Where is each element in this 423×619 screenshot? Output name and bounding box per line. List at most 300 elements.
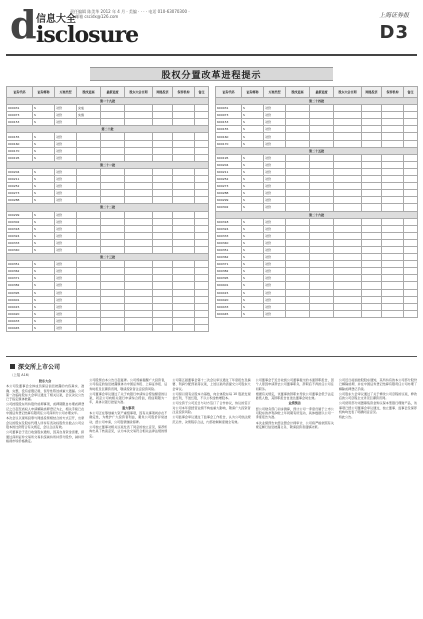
- table-cell: [310, 105, 334, 112]
- table-cell: 对价: [264, 239, 286, 246]
- column-subheading: 业绩预告: [288, 401, 301, 406]
- table-cell: [173, 176, 195, 183]
- section-subtitle: （上接 A16）: [10, 373, 32, 377]
- table-cell: [153, 232, 173, 239]
- table-header-cell: 股改进展: [77, 87, 101, 98]
- table-cell: [195, 133, 209, 140]
- table-cell: [334, 232, 362, 239]
- table-cell: [334, 303, 362, 310]
- table-row: [216, 140, 418, 147]
- table-cell: [362, 232, 382, 239]
- table-cell: [310, 289, 334, 296]
- table-cell: [404, 119, 418, 126]
- table-cell: [334, 140, 362, 147]
- table-cell: [195, 168, 209, 175]
- table-cell: 对价: [264, 190, 286, 197]
- table-cell: [382, 183, 404, 190]
- table-cell: [362, 105, 382, 112]
- table-cell: [382, 112, 404, 119]
- table-row: [216, 105, 418, 112]
- table-cell: [382, 197, 404, 204]
- table-cell: [125, 261, 153, 268]
- table-cell: [101, 176, 125, 183]
- table-cell: 对价: [264, 197, 286, 204]
- table-cell: [362, 154, 382, 161]
- table-cell: S: [33, 261, 55, 268]
- table-cell: [101, 296, 125, 303]
- table-cell: [101, 147, 125, 154]
- table-cell: 000401: [7, 296, 33, 303]
- table-cell: [77, 183, 101, 190]
- table-cell: [362, 275, 382, 282]
- table-cell: [125, 296, 153, 303]
- table-cell: S: [33, 168, 55, 175]
- table-cell: [153, 246, 173, 253]
- table-cell: [195, 183, 209, 190]
- table-header-cell: 股东大会日期: [125, 87, 153, 98]
- table-cell: S: [33, 225, 55, 232]
- table-cell: 600252: [216, 176, 242, 183]
- table-cell: [153, 325, 173, 332]
- table-cell: [334, 289, 362, 296]
- table-cell: [286, 126, 310, 133]
- text-column: [256, 378, 334, 614]
- masthead: [6, 0, 417, 56]
- table-cell: [77, 168, 101, 175]
- table-row: [216, 289, 418, 296]
- table-cell: [404, 254, 418, 261]
- table-row: [7, 211, 209, 218]
- table-cell: [173, 183, 195, 190]
- table-cell: [195, 211, 209, 218]
- section-heading: [10, 362, 60, 371]
- table-cell: 对价: [55, 246, 77, 253]
- table-cell: S: [242, 289, 264, 296]
- section-bullet-icon: [10, 364, 15, 369]
- masthead-section-cn: 信息大全: [36, 14, 76, 25]
- table-row: [216, 119, 418, 126]
- table-cell: [195, 105, 209, 112]
- table-cell: 对价: [55, 112, 77, 119]
- column-paragraph: 公司全资子公司近日与对方签订了合作协议，协议的签订对公司本年度经营业绩不构成重大影响，敬请广大投资者注意投资风险。: [172, 401, 251, 415]
- table-cell: [125, 190, 153, 197]
- table-cell: S: [33, 190, 55, 197]
- table-cell: [173, 225, 195, 232]
- table-cell: [125, 147, 153, 154]
- table-header-cell: 备注: [404, 87, 418, 98]
- table-cell: [125, 310, 153, 317]
- table-cell: [77, 303, 101, 310]
- table-row: [7, 140, 209, 147]
- table-cell: 600288: [216, 190, 242, 197]
- table-cell: [310, 119, 334, 126]
- table-row: [7, 225, 209, 232]
- table-cell: 000420: [7, 310, 33, 317]
- table-cell: [310, 112, 334, 119]
- table-cell: 600170: [216, 140, 242, 147]
- table-cell: [362, 112, 382, 119]
- table-cell: [286, 161, 310, 168]
- table-cell: [173, 105, 195, 112]
- table-cell: [173, 275, 195, 282]
- column-subheading: 股东大会: [38, 379, 52, 383]
- table-row: [216, 154, 418, 161]
- table-header-cell: 网络投票: [362, 87, 382, 98]
- table-header-cell: 方案类型: [55, 87, 77, 98]
- table-cell: [195, 154, 209, 161]
- table-cell: [310, 232, 334, 239]
- table-cell: [125, 275, 153, 282]
- table-section-row: [7, 126, 209, 133]
- table-cell: [153, 296, 173, 303]
- table-cell: [173, 232, 195, 239]
- table-section-row: [216, 147, 418, 154]
- table-cell: [310, 268, 334, 275]
- table-cell: [362, 289, 382, 296]
- table-cell: [382, 232, 404, 239]
- column-paragraph: 公司近日接到控股股东通知，其所持有的本公司部分股份已解除质押，并在中国证券登记结算有限责任公司办理了解除质押登记手续。: [338, 378, 418, 391]
- table-section-row: [7, 254, 209, 261]
- table-cell: 对价: [55, 296, 77, 303]
- table-cell: [125, 218, 153, 225]
- table-cell: [101, 303, 125, 310]
- table-cell: S: [33, 197, 55, 204]
- table-cell: [286, 168, 310, 175]
- table-cell: [404, 140, 418, 147]
- table-cell: [173, 218, 195, 225]
- table-cell: 600318: [216, 218, 242, 225]
- table-cell: 实施: [77, 112, 101, 119]
- table-cell: S: [242, 239, 264, 246]
- table-header-cell: 股东大会日期: [334, 87, 362, 98]
- table-cell: [77, 140, 101, 147]
- table-row: [7, 119, 209, 126]
- table-cell: [101, 218, 125, 225]
- table-cell: S: [242, 254, 264, 261]
- table-cell: 600433: [216, 303, 242, 310]
- table-section-label: 第二十批: [7, 126, 209, 133]
- table-section-label: 第二十五批: [216, 147, 418, 154]
- table-row: [7, 190, 209, 197]
- table-cell: 对价: [55, 119, 77, 126]
- table-cell: [101, 133, 125, 140]
- table-cell: [310, 296, 334, 303]
- table-cell: 600415: [216, 289, 242, 296]
- table-cell: [286, 289, 310, 296]
- table-cell: [362, 176, 382, 183]
- table-cell: [77, 119, 101, 126]
- table-cell: S: [242, 126, 264, 133]
- table-cell: 000252: [7, 183, 33, 190]
- table-row: [216, 176, 418, 183]
- table-cell: [382, 154, 404, 161]
- table-cell: 000371: [7, 275, 33, 282]
- table-cell: [195, 225, 209, 232]
- table-cell: [382, 126, 404, 133]
- table-cell: [310, 126, 334, 133]
- table-cell: [77, 296, 101, 303]
- table-cell: [101, 112, 125, 119]
- table-row: [216, 197, 418, 204]
- table-row: [216, 303, 418, 310]
- table-cell: 600395: [216, 275, 242, 282]
- table-cell: [310, 310, 334, 317]
- table-row: [7, 154, 209, 161]
- table-cell: [334, 254, 362, 261]
- table-cell: S: [242, 161, 264, 168]
- table-cell: [310, 303, 334, 310]
- table-cell: S: [33, 303, 55, 310]
- table-row: [216, 225, 418, 232]
- table-row: [216, 218, 418, 225]
- table-cell: S: [242, 168, 264, 175]
- table-cell: [195, 325, 209, 332]
- table-cell: [173, 325, 195, 332]
- table-cell: [195, 197, 209, 204]
- table-row: [216, 126, 418, 133]
- table-cell: [195, 303, 209, 310]
- table-row: [216, 183, 418, 190]
- table-row: [7, 275, 209, 282]
- table-cell: [101, 239, 125, 246]
- table-cell: 600351: [216, 246, 242, 253]
- table-cell: S: [242, 204, 264, 211]
- table-cell: S: [242, 246, 264, 253]
- table-cell: [404, 261, 418, 268]
- table-cell: [286, 105, 310, 112]
- masthead-paper-name: 上海证券报: [378, 12, 409, 19]
- table-cell: [362, 161, 382, 168]
- table-section-label: 第二十四批: [216, 98, 418, 105]
- table-cell: 000160: [7, 140, 33, 147]
- table-cell: [77, 211, 101, 218]
- table-cell: [310, 204, 334, 211]
- table-cell: S: [33, 239, 55, 246]
- column-paragraph: 本公司正在筹划重大资产重组事项，因有关事项尚存在不确定性，为维护广大投资者利益，避免公司股价异常波动，经公司申请，公司股票继续停牌。: [89, 411, 168, 424]
- table-cell: [153, 140, 173, 147]
- table-cell: [77, 190, 101, 197]
- table-cell: 对价: [55, 239, 77, 246]
- table-cell: [153, 275, 173, 282]
- table-cell: 600420: [216, 296, 242, 303]
- table-header-cell: 保荐机构: [382, 87, 404, 98]
- table-cell: S: [33, 296, 55, 303]
- table-cell: [404, 190, 418, 197]
- table-header-cell: 网络投票: [153, 87, 173, 98]
- table-cell: [382, 289, 404, 296]
- column-paragraph: 公司股票自本公告日起复牌。公司郑重提醒广大投资者，公司指定的信息披露媒体为中国证券报、上海证券报、证券时报及巨潮资讯网，敬请投资者注意投资风险。: [89, 378, 168, 391]
- table-cell: [77, 289, 101, 296]
- table-cell: 000204: [7, 168, 33, 175]
- table-cell: [334, 126, 362, 133]
- table-cell: [334, 275, 362, 282]
- table-cell: [101, 310, 125, 317]
- table-cell: 000382: [7, 282, 33, 289]
- table-cell: 000415: [7, 303, 33, 310]
- table-cell: [382, 275, 404, 282]
- table-cell: 000153: [7, 119, 33, 126]
- table-cell: [286, 310, 310, 317]
- table-cell: [362, 310, 382, 317]
- table-cell: 对价: [55, 317, 77, 324]
- table-cell: S: [33, 246, 55, 253]
- table-cell: [101, 268, 125, 275]
- table-cell: [101, 325, 125, 332]
- table-cell: [101, 211, 125, 218]
- table-cell: [404, 296, 418, 303]
- table-cell: [310, 168, 334, 175]
- column-paragraph: 公司拟以现有总股本为基数，向全体股东每 10 股派发现金红利，不送红股，不以公积金转增股本。: [172, 391, 251, 401]
- table-cell: [382, 105, 404, 112]
- table-section-row: [7, 204, 209, 211]
- table-cell: [195, 119, 209, 126]
- table-section-label: 第二十六批: [216, 211, 418, 218]
- table-cell: 600362: [216, 254, 242, 261]
- table-cell: [77, 218, 101, 225]
- table-cell: [362, 197, 382, 204]
- table-cell: [382, 310, 404, 317]
- table-cell: [195, 268, 209, 275]
- table-cell: 000333: [7, 239, 33, 246]
- table-cell: 000324: [7, 232, 33, 239]
- table-cell: [173, 310, 195, 317]
- table-cell: 对价: [264, 310, 286, 317]
- column-paragraph: 公司董事会于近日收到公司董事提交的书面辞职报告，因个人原因申请辞去公司董事职务，辞职后不再担任公司任何职务。: [255, 378, 334, 391]
- table-cell: S: [242, 261, 264, 268]
- table-cell: 600031: [216, 105, 242, 112]
- table-cell: [125, 325, 153, 332]
- table-cell: [382, 133, 404, 140]
- table-cell: [286, 204, 310, 211]
- table-cell: [153, 303, 173, 310]
- table-cell: [310, 275, 334, 282]
- table-cell: [195, 296, 209, 303]
- table-cell: 000155: [7, 133, 33, 140]
- table-row: [7, 112, 209, 119]
- column-paragraph: 特此公告。: [338, 415, 355, 420]
- table-cell: [334, 161, 362, 168]
- table-cell: 对价: [264, 112, 286, 119]
- masthead-meta: 责任编辑 陈美华 2012 年 4 月 · 美编 · · · · 电话 010-63070300 · · · 邮箱 cscidx@126.com: [70, 9, 190, 19]
- table-cell: S: [242, 119, 264, 126]
- table-cell: S: [242, 268, 264, 275]
- table-row: [7, 246, 209, 253]
- table-cell: [77, 176, 101, 183]
- table-cell: [404, 126, 418, 133]
- table-cell: [334, 112, 362, 119]
- table-header-cell: 方案类型: [264, 87, 286, 98]
- table-cell: [195, 239, 209, 246]
- table-cell: [125, 282, 153, 289]
- table-cell: [173, 154, 195, 161]
- table-cell: S: [33, 268, 55, 275]
- table-cell: [382, 268, 404, 275]
- table-cell: [173, 197, 195, 204]
- table-section-label: 第二十一批: [7, 161, 209, 168]
- table-cell: [153, 168, 173, 175]
- table-row: [7, 105, 209, 112]
- text-column: [89, 378, 167, 614]
- table-cell: [125, 168, 153, 175]
- table-header-cell: 保荐机构: [173, 87, 195, 98]
- table-cell: [195, 218, 209, 225]
- table-section-row: [216, 98, 418, 105]
- table-cell: [173, 140, 195, 147]
- table-cell: 对价: [264, 289, 286, 296]
- table-cell: S: [242, 190, 264, 197]
- table-cell: [286, 232, 310, 239]
- table-cell: [125, 183, 153, 190]
- table-cell: [77, 325, 101, 332]
- table-cell: 000031: [7, 105, 33, 112]
- table-cell: [173, 296, 195, 303]
- table-row: [7, 147, 209, 154]
- table-row: [7, 168, 209, 175]
- table-cell: [362, 204, 382, 211]
- table-cell: 对价: [55, 218, 77, 225]
- table-cell: [77, 225, 101, 232]
- table-row: [216, 254, 418, 261]
- table-cell: [77, 154, 101, 161]
- table-cell: [404, 161, 418, 168]
- table-section-label: 第二十二批: [7, 204, 209, 211]
- table-cell: 600333: [216, 232, 242, 239]
- table-cell: [153, 105, 173, 112]
- table-cell: S: [242, 112, 264, 119]
- table-cell: 对价: [264, 105, 286, 112]
- table-cell: [404, 183, 418, 190]
- table-cell: 000299: [7, 211, 33, 218]
- table-cell: [195, 176, 209, 183]
- table-cell: [362, 282, 382, 289]
- table-cell: [404, 246, 418, 253]
- table-cell: 对价: [264, 183, 286, 190]
- table-cell: S: [33, 105, 55, 112]
- table-cell: [101, 246, 125, 253]
- table-cell: [195, 246, 209, 253]
- table-cell: S: [242, 176, 264, 183]
- table-cell: [77, 147, 101, 154]
- table-cell: [77, 261, 101, 268]
- table-cell: S: [33, 275, 55, 282]
- table-cell: [153, 268, 173, 275]
- table-cell: [125, 119, 153, 126]
- table-cell: 对价: [264, 204, 286, 211]
- table-cell: [334, 133, 362, 140]
- table-header-cell: 股改进展: [286, 87, 310, 98]
- table-cell: 对价: [264, 161, 286, 168]
- table-cell: [362, 119, 382, 126]
- table-cell: [153, 261, 173, 268]
- table-cell: 600153: [216, 119, 242, 126]
- table-cell: [125, 246, 153, 253]
- table-cell: [153, 197, 173, 204]
- table-cell: S: [33, 140, 55, 147]
- table-cell: 对价: [55, 168, 77, 175]
- table-cell: [286, 112, 310, 119]
- table-cell: 000318: [7, 225, 33, 232]
- table-cell: [77, 133, 101, 140]
- table-section-row: [7, 161, 209, 168]
- table-cell: [404, 282, 418, 289]
- table-cell: 600445: [216, 310, 242, 317]
- table-cell: 对价: [264, 119, 286, 126]
- column-paragraph: 本公司及董事会全体成员保证信息披露的内容真实、准确、完整，没有虚假记载、误导性陈述或重大遗漏。公司第一次临时股东大会审议通过了相关议案，会议决议公告已于指定媒体披露。: [6, 384, 85, 402]
- table-cell: [334, 246, 362, 253]
- table-header-cell: 最新进度: [310, 87, 334, 98]
- table-cell: [310, 183, 334, 190]
- table-cell: [125, 303, 153, 310]
